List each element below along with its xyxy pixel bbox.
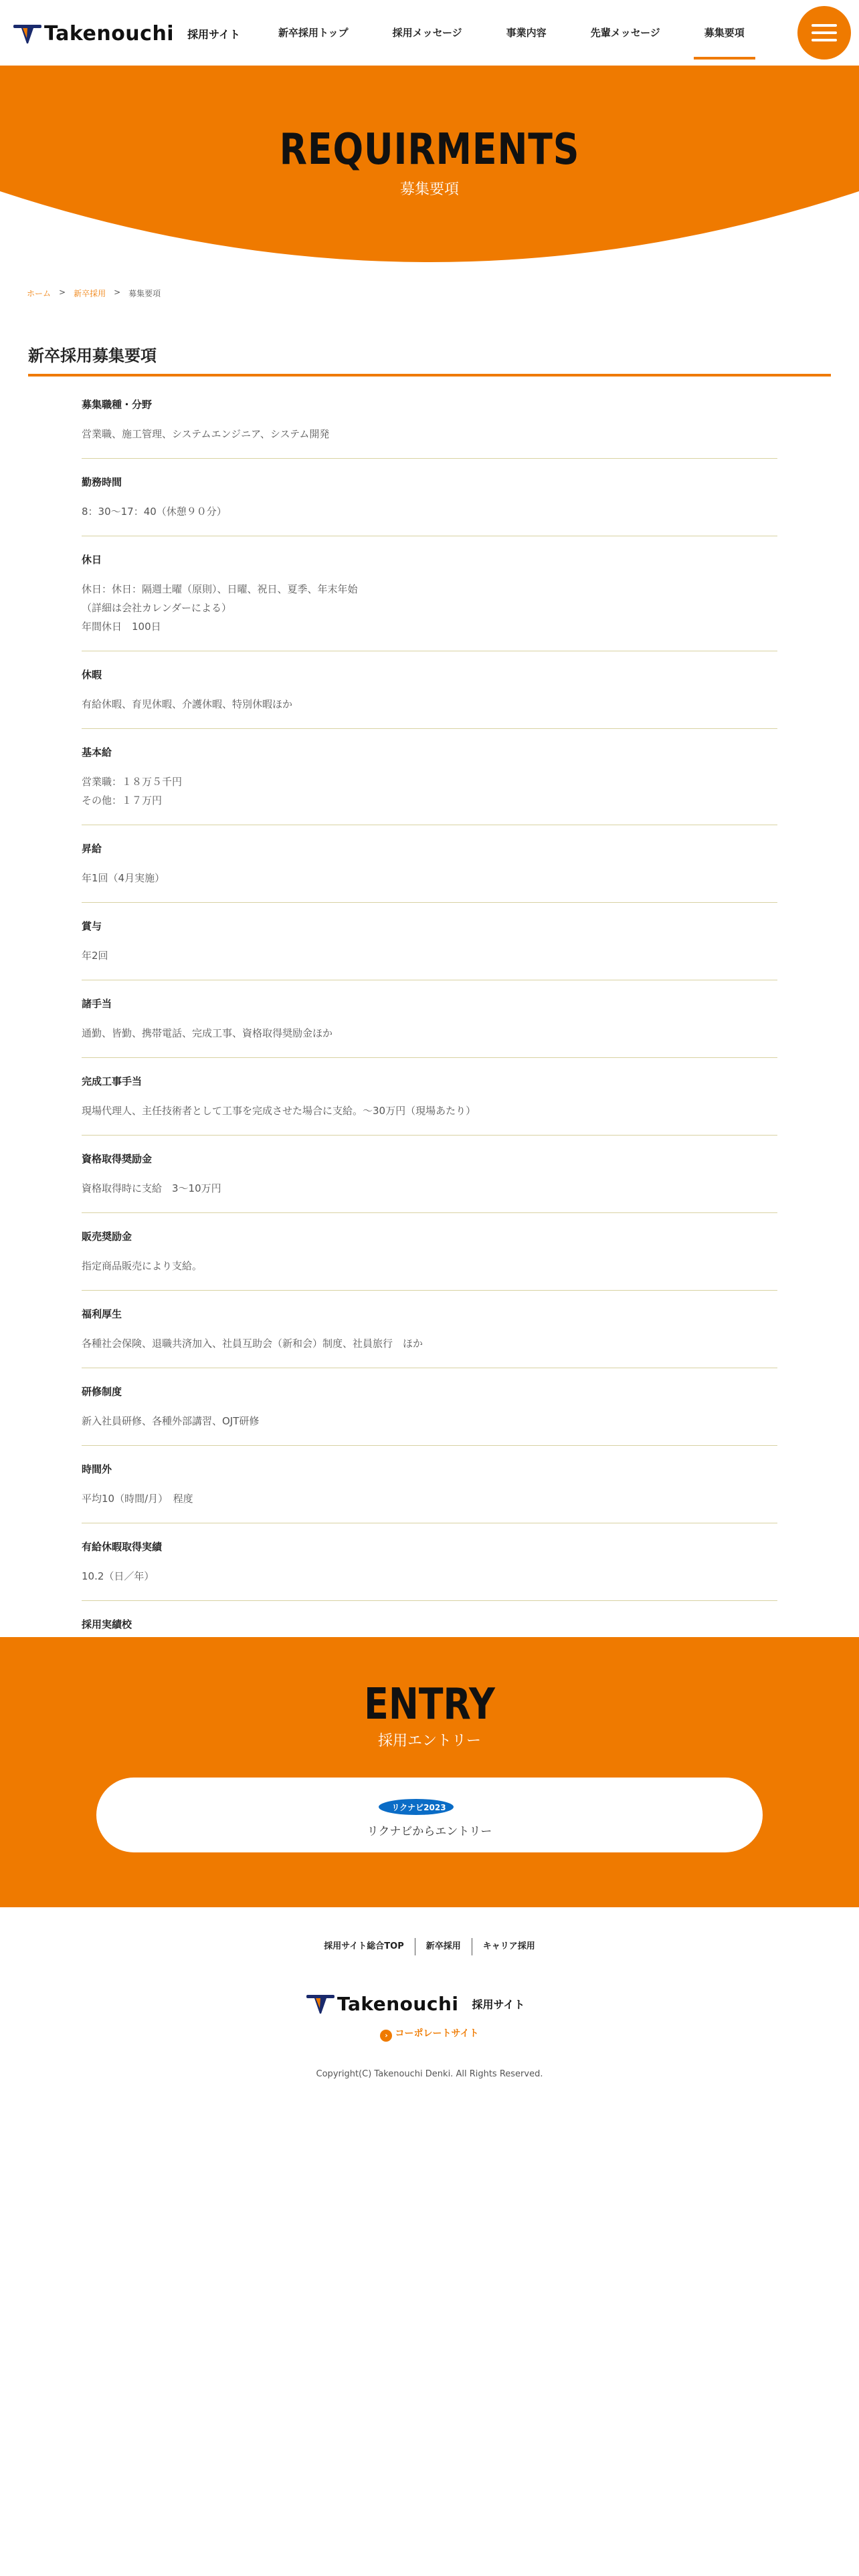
breadcrumb-current: 募集要項 <box>128 289 161 298</box>
requirement-label: 採用実績校 <box>82 1618 132 1630</box>
footer-logo[interactable] <box>306 1993 524 2015</box>
requirement-label: 時間外 <box>82 1463 112 1475</box>
footer-nav <box>0 1938 859 1955</box>
requirement-row <box>82 1462 777 1523</box>
requirement-label: 完成工事手当 <box>82 1075 142 1087</box>
nav-item-requirements[interactable]: 募集要項 <box>694 25 755 39</box>
requirement-row <box>82 667 777 729</box>
menu-line <box>812 24 837 27</box>
requirement-value: 平均10（時間/月） 程度 <box>82 1493 193 1505</box>
requirement-value: 指定商品販売により支給。 <box>82 1260 203 1272</box>
requirement-label: 有給休暇取得実績 <box>82 1541 163 1553</box>
rikunabi-entry-button[interactable] <box>96 1778 763 1852</box>
page-subtitle: 募集要項 <box>399 181 459 198</box>
corporate-site-label: コーポレートサイト <box>395 2028 479 2039</box>
requirement-row <box>82 1074 777 1136</box>
requirement-label: 勤務時間 <box>82 476 122 488</box>
entry-subtitle: 採用エントリー <box>377 1733 481 1749</box>
requirement-value: 通勤、皆勤、携帯電話、完成工事、資格取得奨励金ほか <box>82 1027 333 1039</box>
site-logo[interactable] <box>13 22 240 45</box>
requirement-value: 年1回（4月実施） <box>82 872 165 884</box>
nav-item-senior[interactable]: 先輩メッセージ <box>590 27 660 39</box>
entry-button-label: リクナビからエントリー <box>367 1825 492 1838</box>
logo-text: Takenouchi <box>44 22 175 45</box>
requirement-label: 諸手当 <box>82 998 112 1010</box>
requirement-row <box>82 1384 777 1446</box>
requirement-value: 休日：休日：隔週土曜（原則）、日曜、祝日、夏季、年末年始 （詳細は会社カレンダーによる） 年間休日 100日 <box>82 583 358 633</box>
section-title: 新卒採用募集要項 <box>28 342 831 377</box>
breadcrumb-separator: > <box>114 288 121 297</box>
menu-line <box>812 39 837 41</box>
requirement-value: 8：30〜17：40（休憩９０分） <box>82 506 227 518</box>
arrow-right-icon: › <box>380 2030 392 2042</box>
menu-line <box>812 31 837 34</box>
nav-item-top[interactable]: 新卒採用トップ <box>278 27 349 39</box>
requirement-label: 休暇 <box>82 669 102 681</box>
requirement-row <box>82 1539 777 1601</box>
nav-item-business[interactable]: 事業内容 <box>506 27 547 39</box>
requirement-label: 販売奨励金 <box>82 1230 132 1243</box>
requirement-value: 資格取得時に支給 3〜10万円 <box>82 1182 221 1194</box>
requirement-value: 営業職、施工管理、システムエンジニア、システム開発 <box>82 428 330 440</box>
requirement-row <box>82 397 777 459</box>
logo-mark-icon <box>13 23 41 45</box>
site-header <box>0 0 859 66</box>
footer-nav-newgrad[interactable]: 新卒採用 <box>415 1938 472 1955</box>
requirement-value: 営業職：１８万５千円 その他：１７万円 <box>82 776 183 807</box>
requirement-label: 賞与 <box>82 920 102 932</box>
breadcrumb-separator: > <box>59 288 66 297</box>
logo-subtitle: 採用サイト <box>187 28 240 41</box>
hamburger-icon[interactable] <box>797 6 851 60</box>
requirement-label: 休日 <box>82 554 102 566</box>
rikunabi-logo-icon <box>377 1798 482 1816</box>
requirement-row <box>82 919 777 980</box>
requirement-value: 現場代理人、主任技術者として工事を完成させた場合に支給。〜30万円（現場あたり） <box>82 1105 476 1117</box>
requirement-label: 基本給 <box>82 746 112 758</box>
nav-item-message[interactable]: 採用メッセージ <box>392 27 462 39</box>
copyright: Copyright(C) Takenouchi Denki. All Rights Reserved. <box>316 2069 543 2079</box>
global-nav <box>268 25 755 39</box>
entry-section <box>0 1637 859 1907</box>
requirement-row <box>82 745 777 825</box>
corporate-site-link[interactable] <box>0 2026 859 2042</box>
requirement-value: 新入社員研修、各種外部講習、OJT研修 <box>82 1415 260 1427</box>
requirement-label: 福利厚生 <box>82 1308 122 1320</box>
requirement-value: 10.2（日／年） <box>82 1570 155 1582</box>
requirement-row <box>82 841 777 903</box>
breadcrumb-newgrad[interactable]: 新卒採用 <box>74 289 106 298</box>
requirement-row <box>82 1229 777 1291</box>
footer-logo-text: Takenouchi <box>337 1993 459 2015</box>
breadcrumb <box>27 288 161 299</box>
logo-mark-icon <box>306 1994 335 2015</box>
rikunabi-badge-text: リクナビ2023 <box>391 1803 446 1812</box>
entry-title: ENTRY <box>364 1680 495 1729</box>
requirements-list <box>82 397 777 1732</box>
requirement-value: 年2回 <box>82 950 108 962</box>
requirement-label: 研修制度 <box>82 1386 122 1398</box>
requirement-row <box>82 475 777 536</box>
requirement-label: 資格取得奨励金 <box>82 1153 153 1165</box>
footer-nav-career[interactable]: キャリア採用 <box>472 1938 546 1955</box>
requirement-value: 各種社会保険、退職共済加入、社員互助会（新和会）制度、社員旅行 ほか <box>82 1337 423 1350</box>
hero-banner <box>0 66 859 266</box>
requirement-row <box>82 996 777 1058</box>
requirement-label: 募集職種・分野 <box>82 399 153 411</box>
footer-nav-top[interactable]: 採用サイト総合TOP <box>324 1941 404 1951</box>
requirement-label: 昇給 <box>82 843 102 855</box>
requirement-row <box>82 1152 777 1213</box>
breadcrumb-home[interactable]: ホーム <box>27 289 52 298</box>
footer-logo-subtitle: 採用サイト <box>472 1998 525 2011</box>
requirement-value: 有給休暇、育児休暇、介護休暇、特別休暇ほか <box>82 698 293 710</box>
page-title: REQUIRMENTS <box>279 125 580 175</box>
requirement-row <box>82 1307 777 1368</box>
requirement-row <box>82 552 777 651</box>
